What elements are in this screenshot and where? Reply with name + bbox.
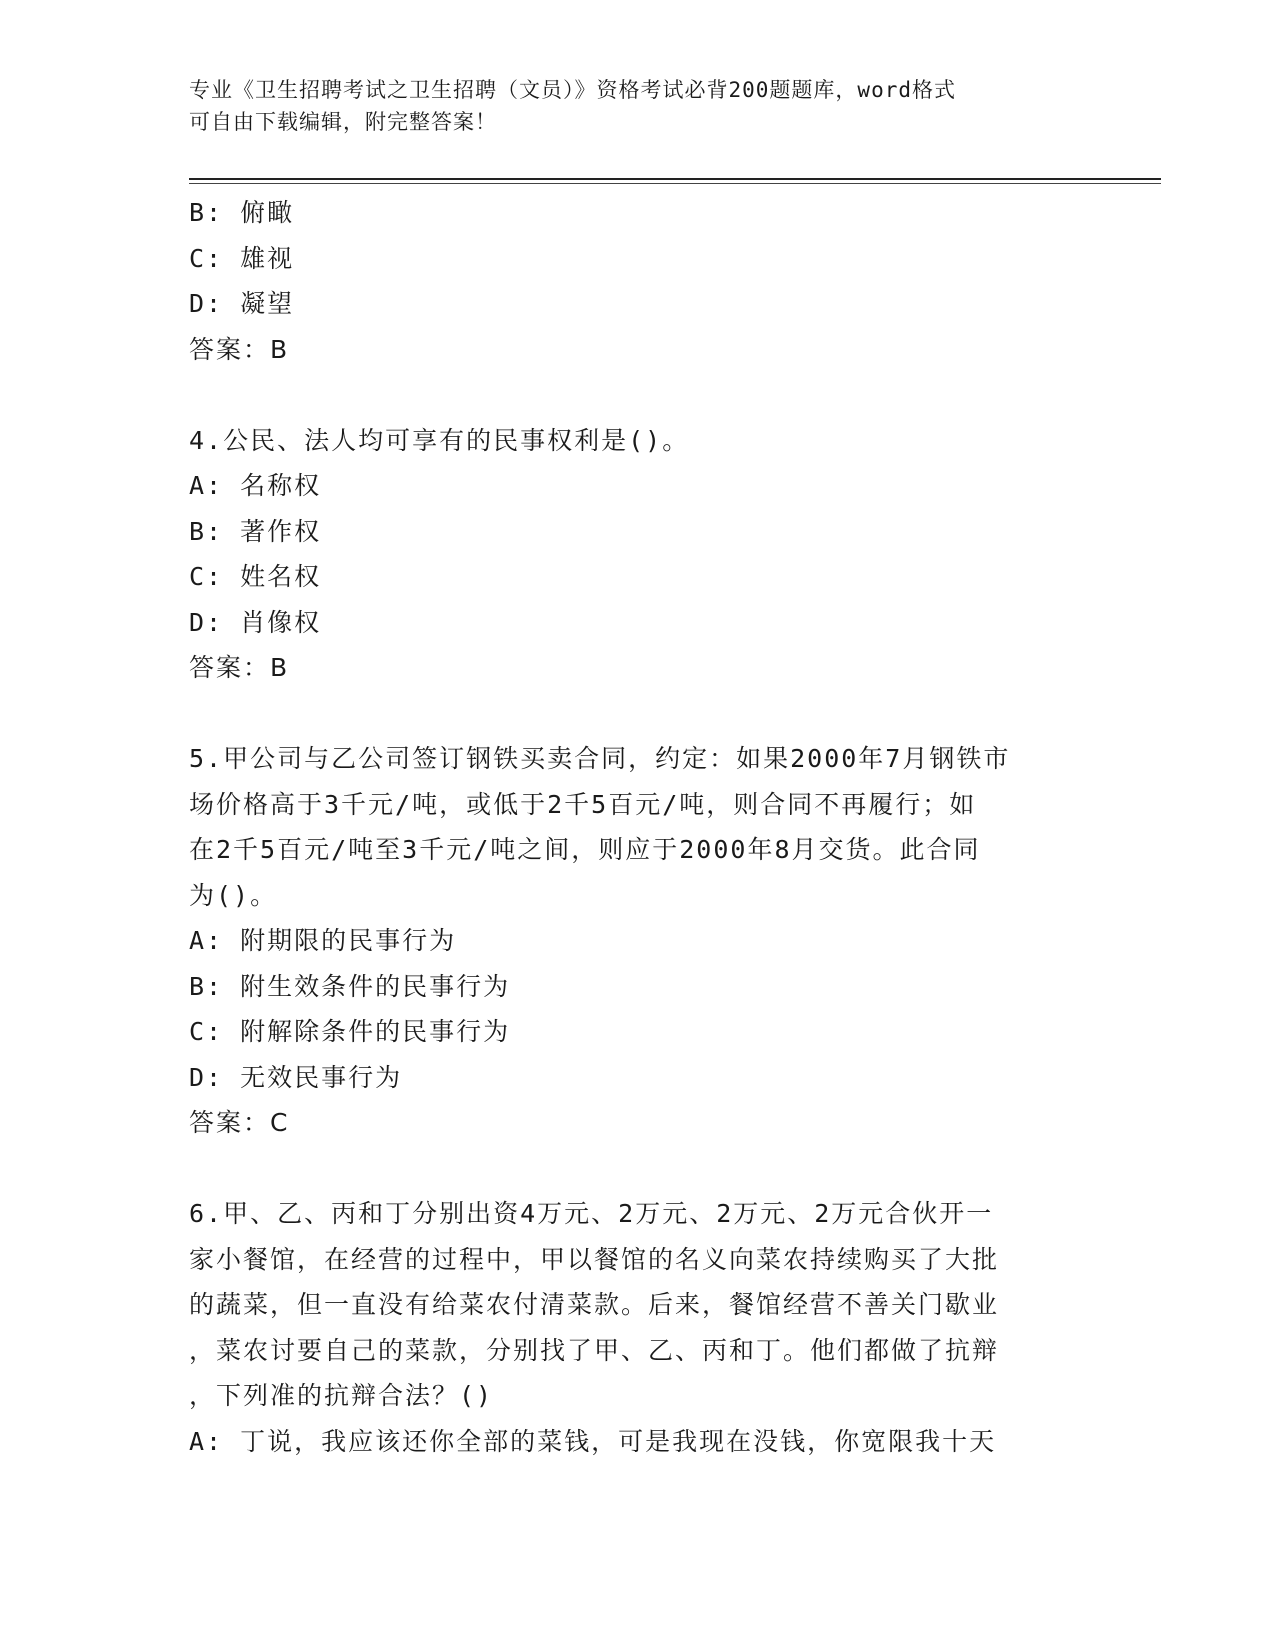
header-divider-thin <box>189 183 1161 184</box>
option-b: B: 著作权 <box>189 516 322 546</box>
answer: 答案：B <box>189 334 290 364</box>
answer: 答案：B <box>189 653 290 682</box>
question-3 <box>189 190 1089 372</box>
option-b: B: 附生效条件的民事行为 <box>189 971 511 1001</box>
answer: 答案：C <box>189 1108 290 1137</box>
question-stem-line: 为()。 <box>189 880 278 910</box>
option-c: C: 雄视 <box>189 243 295 273</box>
question-5 <box>189 736 1089 1146</box>
document-header <box>189 74 1089 138</box>
option-a: A: 名称权 <box>189 471 322 500</box>
option-c: C: 附解除条件的民事行为 <box>189 1017 511 1046</box>
spacer <box>189 372 1089 418</box>
option-d: D: 无效民事行为 <box>189 1062 403 1092</box>
option-d: D: 凝望 <box>189 289 295 318</box>
question-6 <box>189 1191 1089 1464</box>
question-stem: 4.公民、法人均可享有的民事权利是()。 <box>189 425 690 455</box>
question-stem-line: 6.甲、乙、丙和丁分别出资4万元、2万元、2万元、2万元合伙开一 <box>189 1199 994 1228</box>
question-stem-line: 5.甲公司与乙公司签订钢铁买卖合同，约定：如果2000年7月钢铁市 <box>189 744 1011 773</box>
spacer <box>189 691 1089 737</box>
option-a: A: 附期限的民事行为 <box>189 926 457 955</box>
question-stem-line: 在2千5百元/吨至3千元/吨之间，则应于2000年8月交货。此合同 <box>189 835 981 864</box>
header-divider-thick <box>189 178 1161 180</box>
question-stem-line: 场价格高于3千元/吨，或低于2千5百元/吨，则合同不再履行；如 <box>189 789 977 819</box>
question-4 <box>189 418 1089 691</box>
question-content <box>189 190 1089 1464</box>
question-stem-line: ，下列准的抗辩合法？() <box>189 1381 494 1410</box>
header-line-1: 专业《卫生招聘考试之卫生招聘（文员）》资格考试必背200题题库，word格式 <box>189 78 956 102</box>
option-b: B: 俯瞰 <box>189 198 295 227</box>
question-stem-line: 家小餐馆，在经营的过程中，甲以餐馆的名义向菜农持续购买了大批 <box>189 1244 1000 1274</box>
header-line-2: 可自由下载编辑，附完整答案！ <box>189 110 497 134</box>
option-d: D: 肖像权 <box>189 607 322 637</box>
option-c: C: 姓名权 <box>189 562 322 591</box>
option-a: A: 丁说，我应该还你全部的菜钱，可是我现在没钱，你宽限我十天 <box>189 1426 997 1456</box>
question-stem-line: 的蔬菜，但一直没有给菜农付清菜款。后来，餐馆经营不善关门歇业 <box>189 1290 1000 1319</box>
spacer <box>189 1146 1089 1192</box>
question-stem-line: ，菜农讨要自己的菜款，分别找了甲、乙、丙和丁。他们都做了抗辩 <box>189 1335 1000 1365</box>
